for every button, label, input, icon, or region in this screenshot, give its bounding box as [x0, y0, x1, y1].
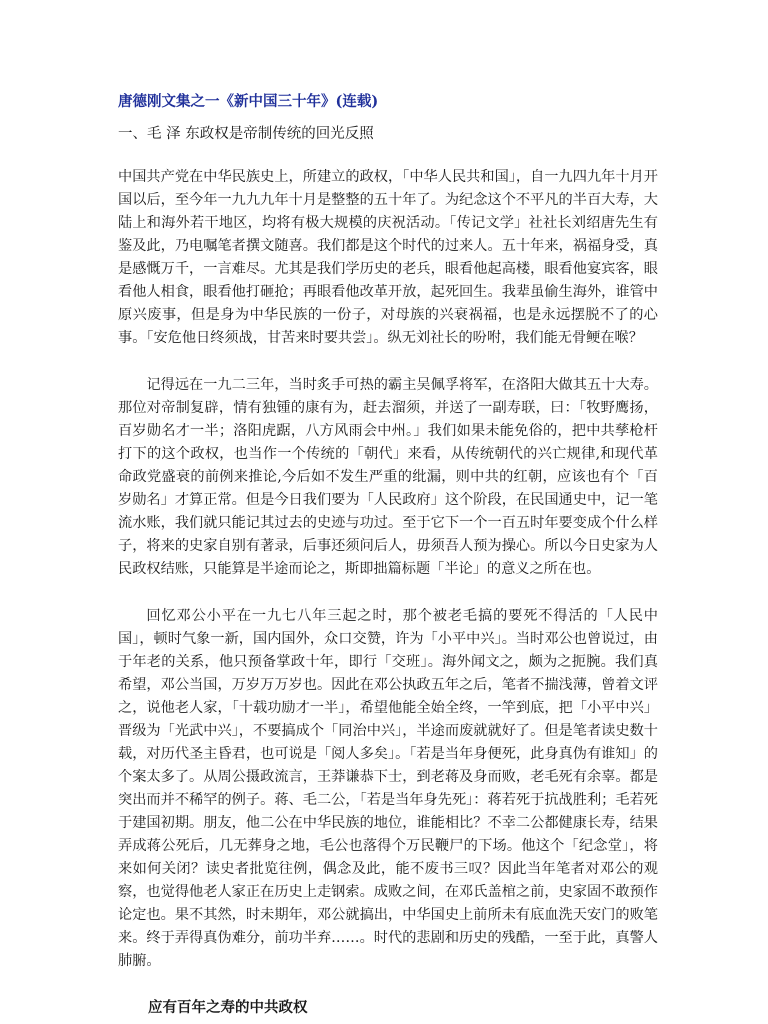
section-heading: 一、毛 泽 东政权是帝制传统的回光反照 — [118, 126, 374, 142]
subheading: 应有百年之寿的中共政权 — [148, 999, 308, 1016]
paragraph-1: 中国共产党在中华民族史上，所建立的政权，「中华人民共和国」，自一九四九年十月开国以后，至今年一九九九年十月是整整的五十年了。为纪念这个不平凡的半百大寿，大陆上和海外若干地区，均将有极大规模的庆祝活动。「传记文学」社社长刘绍唐先生有鉴及此，乃电嘱笔者撰文随喜。我们都是这个时代的过来人。五十年来，祸福身受，真是感慨万千，一言难尽。尤其是我们学历史的老兵，眼看他起高楼，眼看他宴宾客，眼看他人相食，眼看他打砸抢；再眼看他改革开放，起死回生。我辈虽偷生海外，谁管中原兴废事，但是身为中华民族的一份子，对母族的兴衰祸福，也是永远摆脱不了的心事。「安危他日终须战，甘苦来时要共尝」。纵无刘社长的吩咐，我们能无骨鲠在喉？ — [118, 169, 658, 346]
document-page — [118, 93, 658, 1017]
paragraph-3: 回忆邓公小平在一九七八年三起之时，那个被老毛搞的要死不得活的「人民中国」，顿时气象一新，国内国外，众口交赞，许为「小平中兴」。当时邓公也曾说过，由于年老的关系，他只预备掌政十年，即行「交班」。海外闻文之，颇为之扼腕。我们真希望，邓公当国，万岁万万岁也。因此在邓公执政五年之后，笔者不揣浅薄，曾着文评之，说他老人家，「十载功励才一半」，希望他能全始全终，一竿到底，把「小平中兴」晋级为「光武中兴」，不要搞成个「同治中兴」，半途而废就就好了。但是笔者读史数十载，对历代圣主昏君，也可说是「阅人多矣」。「若是当年身便死，此身真伪有谁知」的个案太多了。从周公摄政流言，王莽谦恭下士，到老蒋及身而败，老毛死有余辜。都是突出而并不稀罕的例子。蒋、毛二公，「若是当年身先死」：蒋若死于抗战胜利；毛若死于建国初期。朋友，他二公在中华民族的地位，谁能相比？不幸二公都健康长寿，结果弄成蒋公死后，几无葬身之地，毛公也落得个万民鞭尸的下场。他这个「纪念堂」，将来如何关闭？读史者批览往例，偶念及此，能不废书三叹？因此当年笔者对邓公的观察，也觉得他老人家正在历史上走钢索。成败之间，在邓氏盖棺之前，史家固不敢预作论定也。果不其然，时未期年，邓公就搞出，中华国史上前所未有底血洗天安门的败笔来。终于弄得真伪难分，前功半弃……。时代的悲剧和历史的残酷，一至于此，真警人肺腑。 — [118, 608, 658, 969]
document-title: 唐德刚文集之一《新中国三十年》(连载) — [118, 93, 379, 110]
paragraph-2: 记得远在一九二三年，当时炙手可热的霸主吴佩孚将军，在洛阳大做其五十大寿。那位对帝制复辟，情有独锺的康有为，赶去溜须，并送了一副寿联，曰：「牧野鹰扬，百岁勋名才一半；洛阳虎踞，八方风雨会中州。」我们如果未能免俗的，把中共孳枪杆打下的这个政权，也当作一个传统的「朝代」来看，从传统朝代的兴亡规律,和现代革命政党盛衰的前例来推论,今后如不发生严重的纰漏，则中共的红朝，应该也有个「百岁勋名」才算正常。但是今日我们要为「人民政府」这个阶段，在民国通史中，记一笔流水账，我们就只能记其过去的史迹与功过。至于它下一个一百五时年要变成个什么样子，将来的史家自别有著录，后事还须问后人，毋须吾人预为操心。所以今日史家为人民政权结账，只能算是半途而论之，斯即拙篇标题「半论」的意义之所在也。 — [118, 377, 658, 577]
